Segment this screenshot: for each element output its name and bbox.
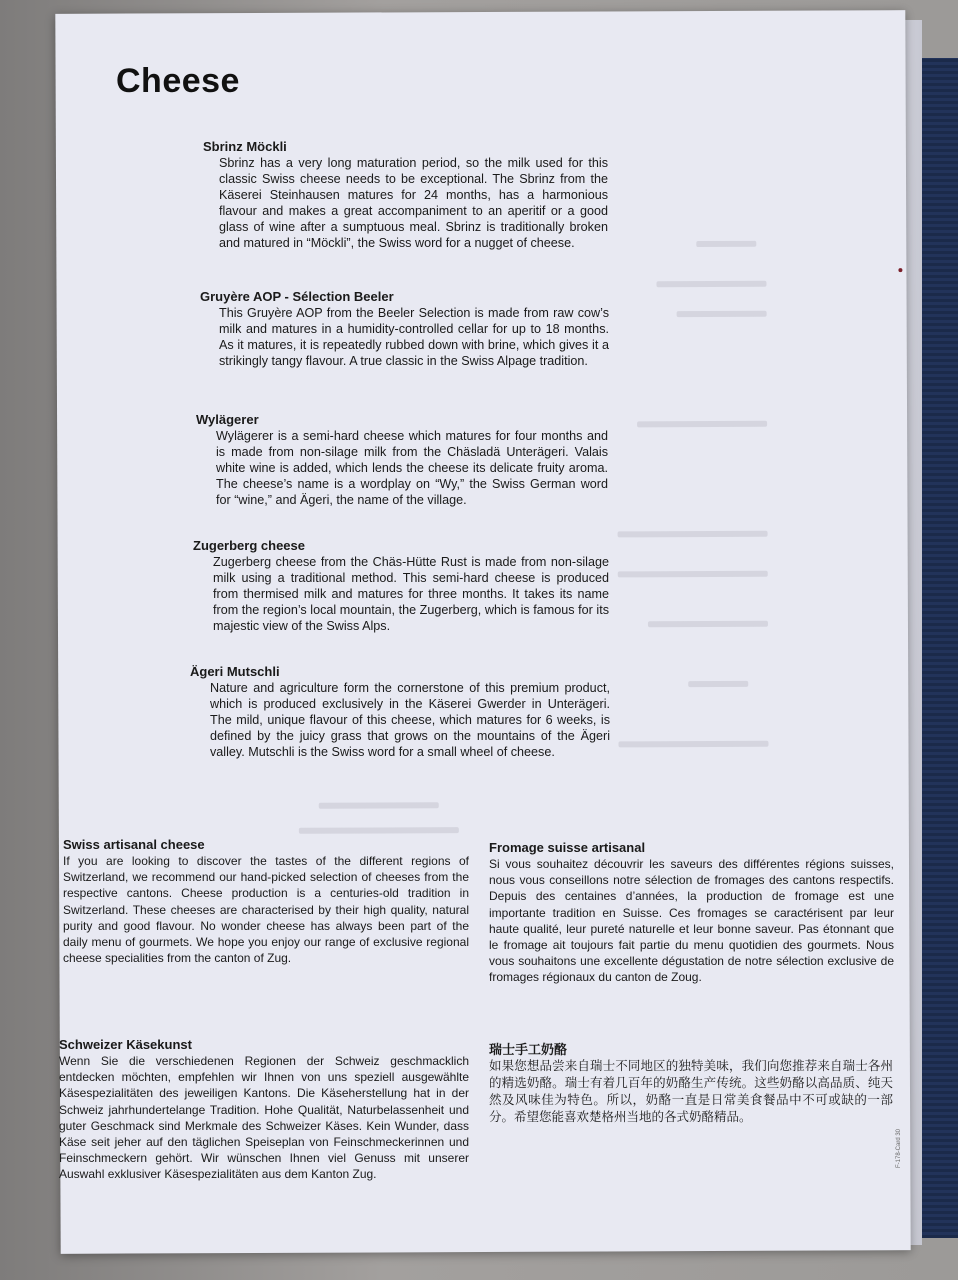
cheese-description: Wylägerer is a semi-hard cheese which matures for four months and is made from non-silage milk from the Chäsladä Unterägeri. Valais white wine is added, which lends the cheese its delicate fruity aroma. The cheese’s name is a wordplay on “Wy,” the Swiss German word for “wine,” and Ägeri, the name of the village.: [216, 429, 608, 507]
intro-heading: Schweizer Käsekunst: [59, 1037, 192, 1052]
intro-heading: 瑞士手工奶酪: [489, 1042, 568, 1057]
cheese-item-zugerberg: [193, 538, 609, 634]
cheese-name: Zugerberg cheese: [193, 538, 305, 553]
intro-heading: Swiss artisanal cheese: [63, 837, 205, 852]
intro-text: Wenn Sie die verschiedenen Regionen der Schweiz geschmacklich entdecken möchten, empfehlen wir Ihnen von uns speziell ausgewählte Käsespezialitäten des jeweiligen Kantons. Die Käseherstellung hat in der Schweiz jahrhundertelange Tradition. Hohe Qualität, Naturbelassenheit und guter Geschmack sind Merkmale des Schweizer Käses. Kein Wunder, dass Käse seit jeher auf den täglichen Speiseplan von Feinschmeckerinnen und Feinschmeckern gehört. Wir wünschen Ihnen viel Genuss mit unserer Auswahl exklusiver Käsespezialitäten aus dem Kanton Zug.: [59, 1054, 469, 1182]
binding-mark: [898, 268, 902, 272]
cheese-item-aegeri-mutschli: [190, 664, 610, 760]
cheese-item-sbrinz: [203, 139, 608, 251]
intro-heading: Fromage suisse artisanal: [489, 840, 646, 855]
intro-chinese: [489, 1041, 893, 1126]
cheese-item-gruyere: [200, 289, 609, 369]
intro-english: [63, 836, 469, 966]
intro-text: Si vous souhaitez découvrir les saveurs des différentes régions suisses, nous vous conseillons notre sélection de fromages des cantons respectifs. Depuis des centaines d’années, la production de fromage est une importante tradition en Suisse. Ces fromages se caractérisent par leur haute qualité, leur pureté naturelle et leur bonne saveur. Pas étonnant que le fromage ait toujours fait partie du menu quotidien des gourmets. Nous vous souhaitons une excellente dégustation de notre sélection exclusive de fromages régionaux du canton de Zoug.: [489, 857, 894, 985]
intro-german: [59, 1036, 469, 1183]
cheese-description: Zugerberg cheese from the Chäs-Hütte Rust is made from non-silage milk using a traditional method. This semi-hard cheese is produced from thermised milk and matures for three months. It takes its name from the region’s local mountain, the Zugerberg, which is famous for its majestic view of the Swiss Alps.: [213, 555, 609, 633]
cheese-name: Ägeri Mutschli: [190, 664, 280, 679]
cheese-name: Wylägerer: [196, 412, 259, 427]
cheese-item-wylaegerer: [196, 412, 608, 508]
cheese-description: Sbrinz has a very long maturation period, so the milk used for this classic Swiss cheese needs to be exceptional. The Sbrinz from the Käserei Steinhausen matures for 24 months, has a harmonious flavour and makes a great accompaniment to an aperitif or a good glass of wine after a sumptuous meal. Sbrinz is traditionally broken and matured in “Möckli”, the Swiss word for a nugget of cheese.: [219, 156, 608, 250]
cheese-name: Gruyère AOP - Sélection Beeler: [200, 289, 394, 304]
page-title: Cheese: [116, 62, 240, 100]
cheese-description: This Gruyère AOP from the Beeler Selection is made from raw cow’s milk and matures in a humidity-controlled cellar for up to 18 months. As it matures, it is repeatedly rubbed down with brine, which gives it a strikingly tangy flavour. A true classic in the Swiss Alpage tradition.: [219, 306, 609, 368]
print-code: F-178-Card 30: [896, 1128, 902, 1168]
intro-french: [489, 839, 894, 986]
intro-text: If you are looking to discover the tastes of the different regions of Switzerland, we recommend our hand-picked selection of cheeses from the respective cantons. Cheese production is a centuries-old tradition in Switzerland. These cheeses are characterised by their high quality, natural purity and good flavour. No wonder cheese has always been part of the daily menu of gourmets. We hope you enjoy our range of exclusive regional cheese specialities from the canton of Zug.: [63, 854, 469, 966]
cheese-name: Sbrinz Möckli: [203, 139, 287, 154]
intro-text: 如果您想品尝来自瑞士不同地区的独特美味，我们向您推荐来自瑞士各州的精选奶酪。瑞士有着几百年的奶酪生产传统。这些奶酪以高品质、纯天然及风味佳为特色。所以，奶酪一直是日常美食餐品中不可或缺的一部分。希望您能喜欢楚格州当地的各式奶酪精品。: [489, 1059, 893, 1124]
cheese-description: Nature and agriculture form the cornerstone of this premium product, which is produced exclusively in the Käserei Gwerder in Unterägeri. The mild, unique flavour of this cheese, which matures for 6 weeks, is defined by the juicy grass that grows on the mountains of the Ägeri valley. Mutschli is the Swiss word for a small wheel of cheese.: [210, 681, 610, 759]
